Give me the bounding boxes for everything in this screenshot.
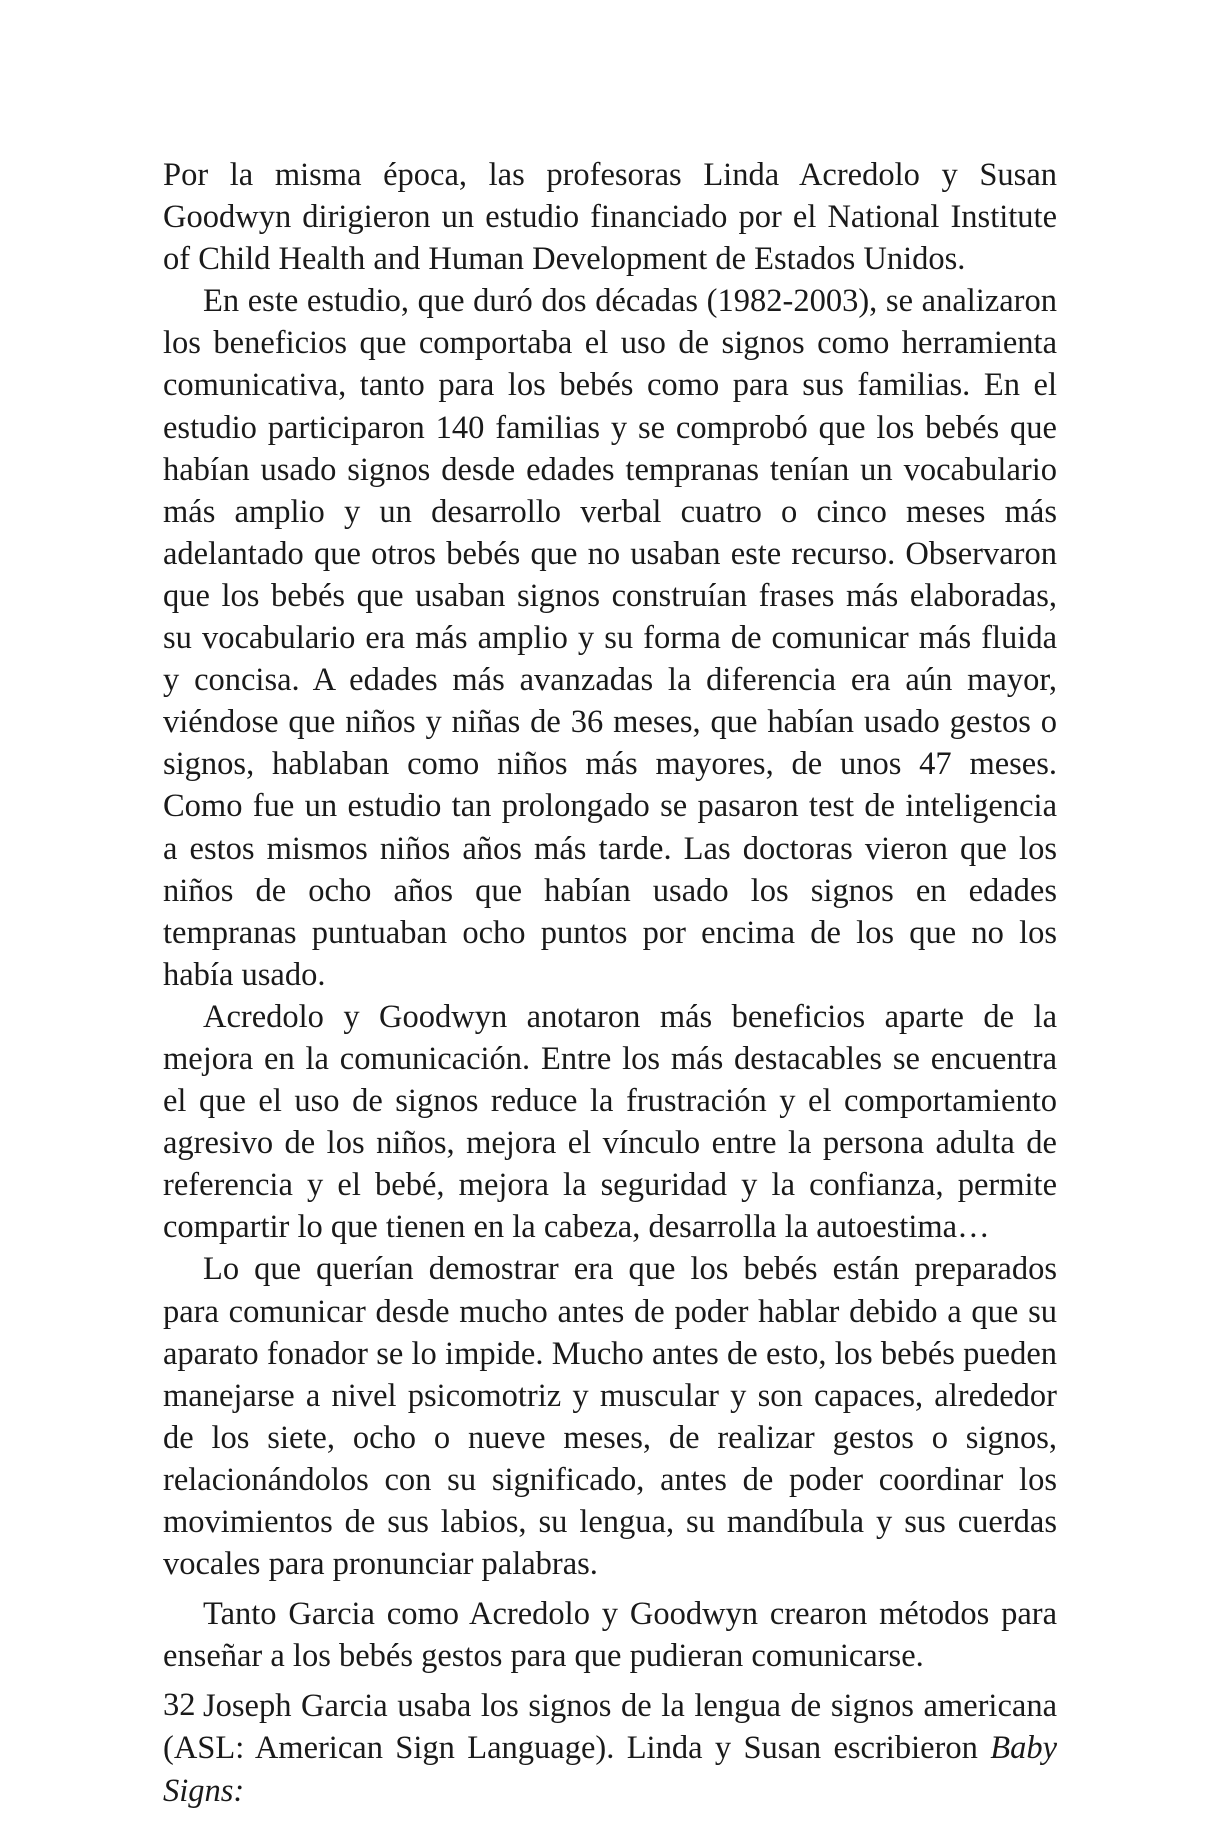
paragraph: Acredolo y Goodwyn anotaron más beneficios aparte de la mejora en la comunicación. Entre los más destacables se encuentra el que el uso de signos reduce la frustración y el comportamiento agresivo de los niños, mejora el vínculo entre la persona adulta de referencia y el bebé, mejora la seguridad y la confianza, permite compartir lo que tienen en la cabeza, desarrolla la autoestima…	[163, 998, 1057, 1246]
paragraph: Por la misma época, las profesoras Linda Acredolo y Susan Goodwyn dirigieron un estudio financiado por el National Institute of Child Health and Human Development de Estados Unidos.	[163, 157, 1057, 278]
paragraph	[163, 1685, 1057, 1811]
paragraph: En este estudio, que duró dos décadas (1982-2003), se analizaron los beneficios que comportaba el uso de signos como herramienta comunicativa, tanto para los bebés como para sus familias. En el estudio participaron 140 familias y se comprobó que los bebés que habían usado signos desde edades tempranas tenían un vocabulario más amplio y un desarrollo verbal cuatro o cinco meses más adelantado que otros bebés que no usaban este recurso. Observaron que los bebés que usaban signos construían frases más elaboradas, su vocabulario era más amplio y su forma de comunicar más fluida y concisa. A edades más avanzadas la diferencia era aún mayor, viéndose que niños y niñas de 36 meses, que habían usado gestos o signos, hablaban como niños más mayores, de unos 47 meses. Como fue un estudio tan prolongado se pasaron test de inteligencia a estos mismos niños años más tarde. Las doctoras vieron que los niños de ocho años que habían usado los signos en edades tempranas puntuaban ocho puntos por encima de los que no los había usado.	[163, 283, 1057, 993]
paragraph: Tanto Garcia como Acredolo y Goodwyn crearon métodos para enseñar a los bebés gestos para que pudieran comunicarse.	[163, 1596, 1057, 1675]
paragraph-text: Joseph Garcia usaba los signos de la lengua de signos americana (ASL: American Sign Language). Linda y Susan escribieron	[163, 1688, 1057, 1767]
book-title-italic: Baby Signs:	[163, 1730, 1057, 1809]
paragraph: Lo que querían demostrar era que los bebés están preparados para comunicar desde mucho antes de poder hablar debido a que su aparato fonador se lo impide. Mucho antes de esto, los bebés pueden manejarse a nivel psicomotriz y muscular y son capaces, alrededor de los siete, ocho o nueve meses, de realizar gestos o signos, relacionándolos con su significado, antes de poder coordinar los movimientos de sus labios, su lengua, su mandíbula y sus cuerdas vocales para pronunciar palabras.	[163, 1251, 1057, 1583]
body-text	[163, 154, 1057, 1812]
page-number: 32	[163, 1687, 196, 1723]
